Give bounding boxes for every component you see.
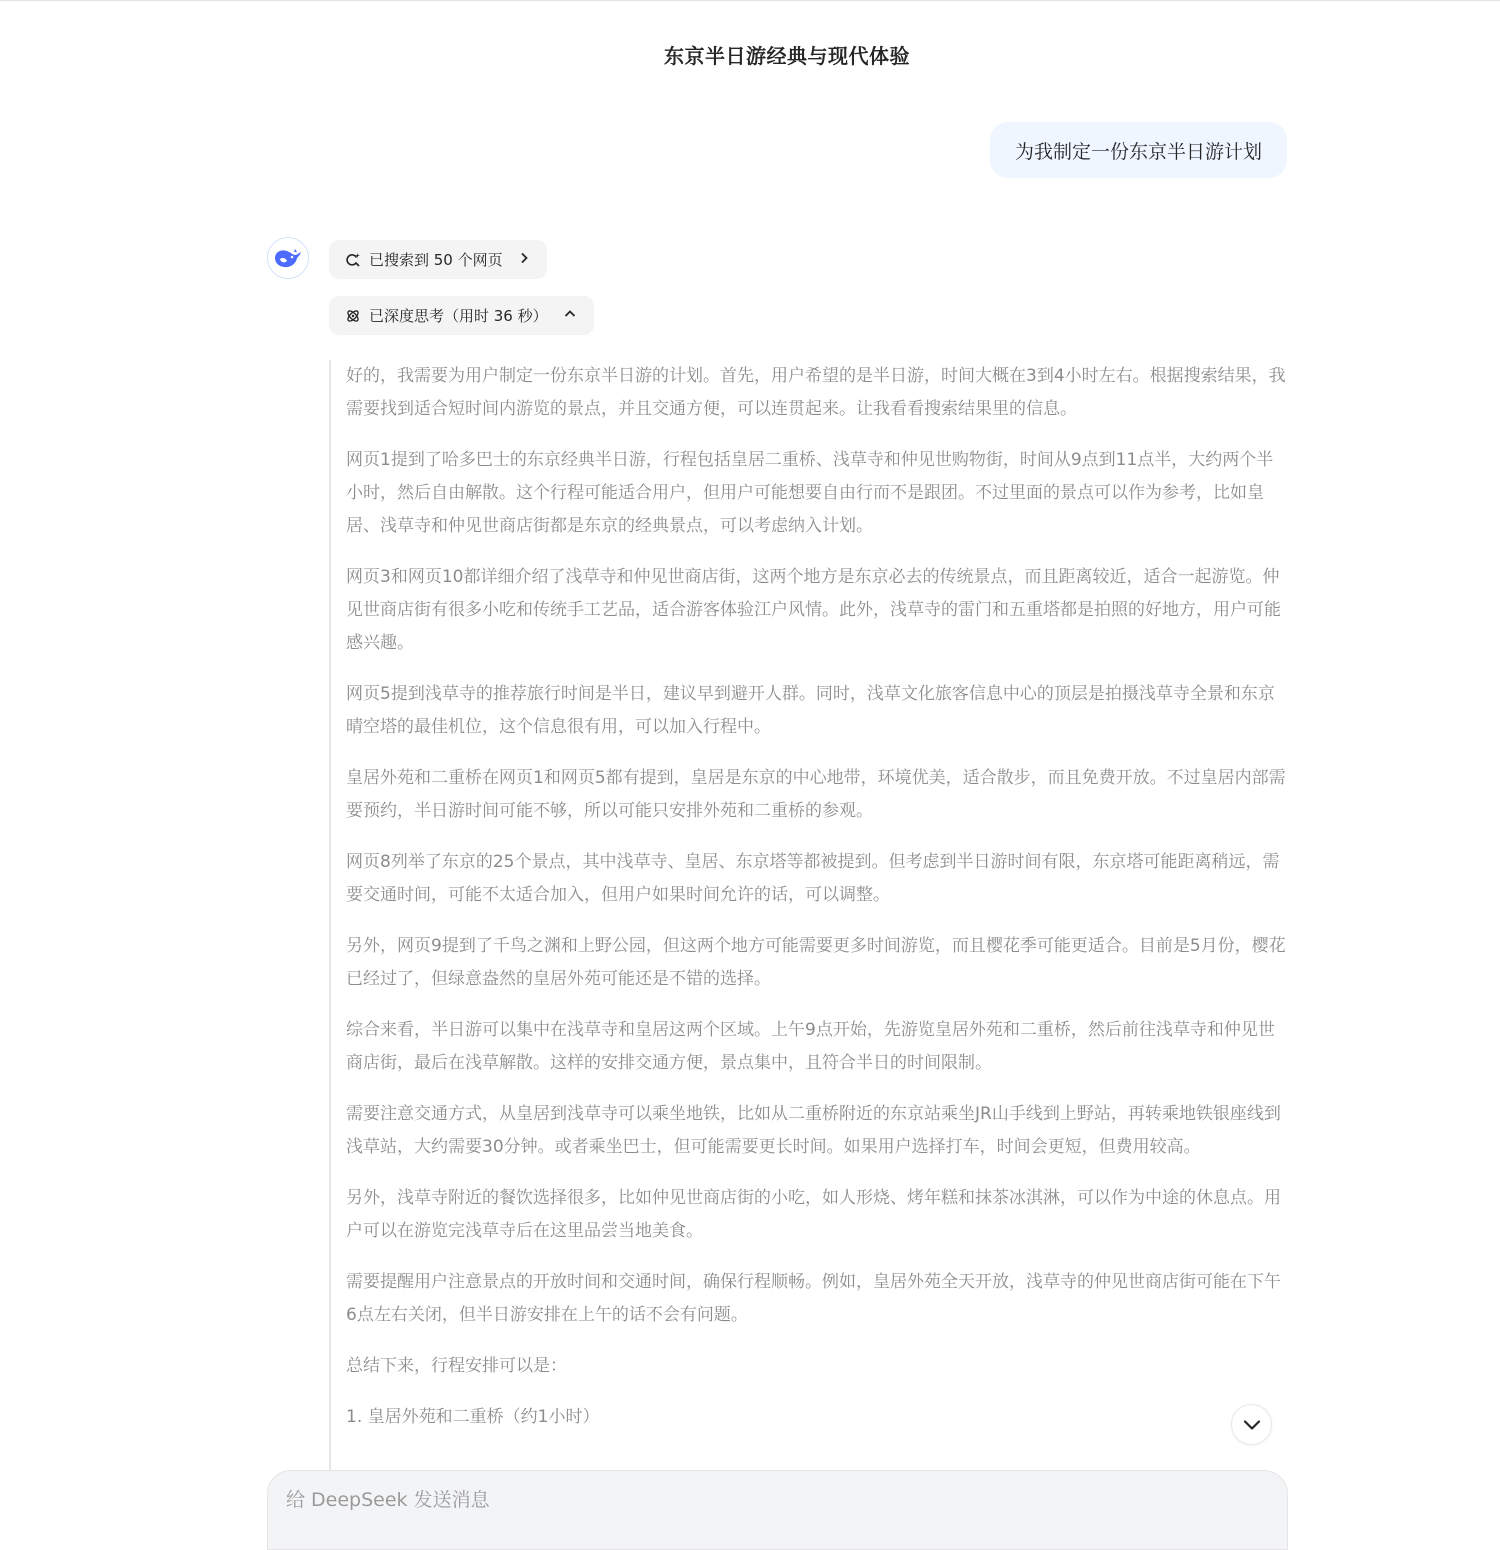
chevron-up-icon	[564, 308, 576, 323]
search-results-button[interactable]	[329, 240, 547, 279]
thinking-content	[329, 360, 1289, 1470]
thinking-paragraph: 另外，浅草寺附近的餐饮选择很多，比如仲见世商店街的小吃，如人形烧、烤年糕和抹茶冰淇淋，可以作为中途的休息点。用户可以在游览完浅草寺后在这里品尝当地美食。	[346, 1188, 1281, 1241]
scroll-to-bottom-button[interactable]	[1231, 1404, 1272, 1445]
thinking-paragraph: 需要提醒用户注意景点的开放时间和交通时间，确保行程顺畅。例如，皇居外苑全天开放，浅草寺的仲见世商店街可能在下午6点左右关闭，但半日游安排在上午的话不会有问题。	[346, 1272, 1281, 1325]
thinking-paragraph: 网页8列举了东京的25个景点，其中浅草寺、皇居、东京塔等都被提到。但考虑到半日游时间有限，东京塔可能距离稍远，需要交通时间，可能不太适合加入，但用户如果时间允许的话，可以调整。	[346, 852, 1280, 905]
assistant-avatar	[267, 237, 309, 279]
thinking-paragraph: 好的，我需要为用户制定一份东京半日游的计划。首先，用户希望的是半日游，时间大概在3到4小时左右。根据搜索结果，我需要找到适合短时间内游览的景点，并且交通方便，可以连贯起来。让我看看搜索结果里的信息。	[346, 366, 1286, 419]
search-results-label: 已搜索到 50 个网页	[369, 251, 503, 269]
thinking-paragraph: 总结下来，行程安排可以是：	[346, 1356, 567, 1376]
chevron-right-icon	[519, 252, 529, 268]
chevron-down-icon	[1243, 1419, 1261, 1431]
thinking-paragraph: 综合来看，半日游可以集中在浅草寺和皇居这两个区域。上午9点开始，先游览皇居外苑和二重桥，然后前往浅草寺和仲见世商店街，最后在浅草解散。这样的安排交通方便，景点集中，且符合半日的时间限制。	[346, 1020, 1275, 1073]
search-sparkle-icon	[345, 252, 361, 268]
thinking-paragraph: 网页1提到了哈多巴士的东京经典半日游，行程包括皇居二重桥、浅草寺和仲见世购物街，时间从9点到11点半，大约两个半小时，然后自由解散。这个行程可能适合用户，但用户可能想要自由行而不是跟团。不过里面的景点可以作为参考，比如皇居、浅草寺和仲见世商店街都是东京的经典景点，可以考虑纳入计划。	[346, 450, 1274, 536]
thinking-paragraph: 网页5提到浅草寺的推荐旅行时间是半日，建议早到避开人群。同时，浅草文化旅客信息中心的顶层是拍摄浅草寺全景和东京晴空塔的最佳机位，这个信息很有用，可以加入行程中。	[346, 684, 1275, 737]
thinking-paragraph: 需要注意交通方式，从皇居到浅草寺可以乘坐地铁，比如从二重桥附近的东京站乘坐JR山手线到上野站，再转乘地铁银座线到浅草站，大约需要30分钟。或者乘坐巴士，但可能需要更长时间。如果用户选择打车，时间会更短，但费用较高。	[346, 1104, 1281, 1157]
user-message-text: 为我制定一份东京半日游计划	[1014, 140, 1262, 163]
thinking-paragraph: 网页3和网页10都详细介绍了浅草寺和仲见世商店街，这两个地方是东京必去的传统景点，而且距离较近，适合一起游览。仲见世商店街有很多小吃和传统手工艺品，适合游客体验江户风情。此外，浅草寺的雷门和五重塔都是拍照的好地方，用户可能感兴趣。	[346, 567, 1281, 653]
deep-think-toggle-button[interactable]	[329, 296, 594, 335]
thinking-paragraph: 另外，网页9提到了千鸟之渊和上野公园，但这两个地方可能需要更多时间游览，而且樱花季可能更适合。目前是5月份，樱花已经过了，但绿意盎然的皇居外苑可能还是不错的选择。	[346, 936, 1286, 989]
deepseek-whale-logo-icon	[273, 246, 303, 270]
message-composer	[267, 1470, 1288, 1550]
message-input[interactable]	[286, 1489, 1269, 1511]
thinking-paragraph: 1. 皇居外苑和二重桥（约1小时）	[346, 1407, 600, 1427]
thinking-paragraph: 皇居外苑和二重桥在网页1和网页5都有提到，皇居是东京的中心地带，环境优美，适合散步，而且免费开放。不过皇居内部需要预约，半日游时间可能不够，所以可能只安排外苑和二重桥的参观。	[346, 768, 1286, 821]
user-message-bubble	[990, 122, 1287, 178]
top-divider	[0, 0, 1500, 1]
page-title: 东京半日游经典与现代体验	[664, 44, 910, 68]
deep-think-label: 已深度思考（用时 36 秒）	[369, 307, 548, 325]
deep-think-atom-icon	[345, 308, 361, 324]
